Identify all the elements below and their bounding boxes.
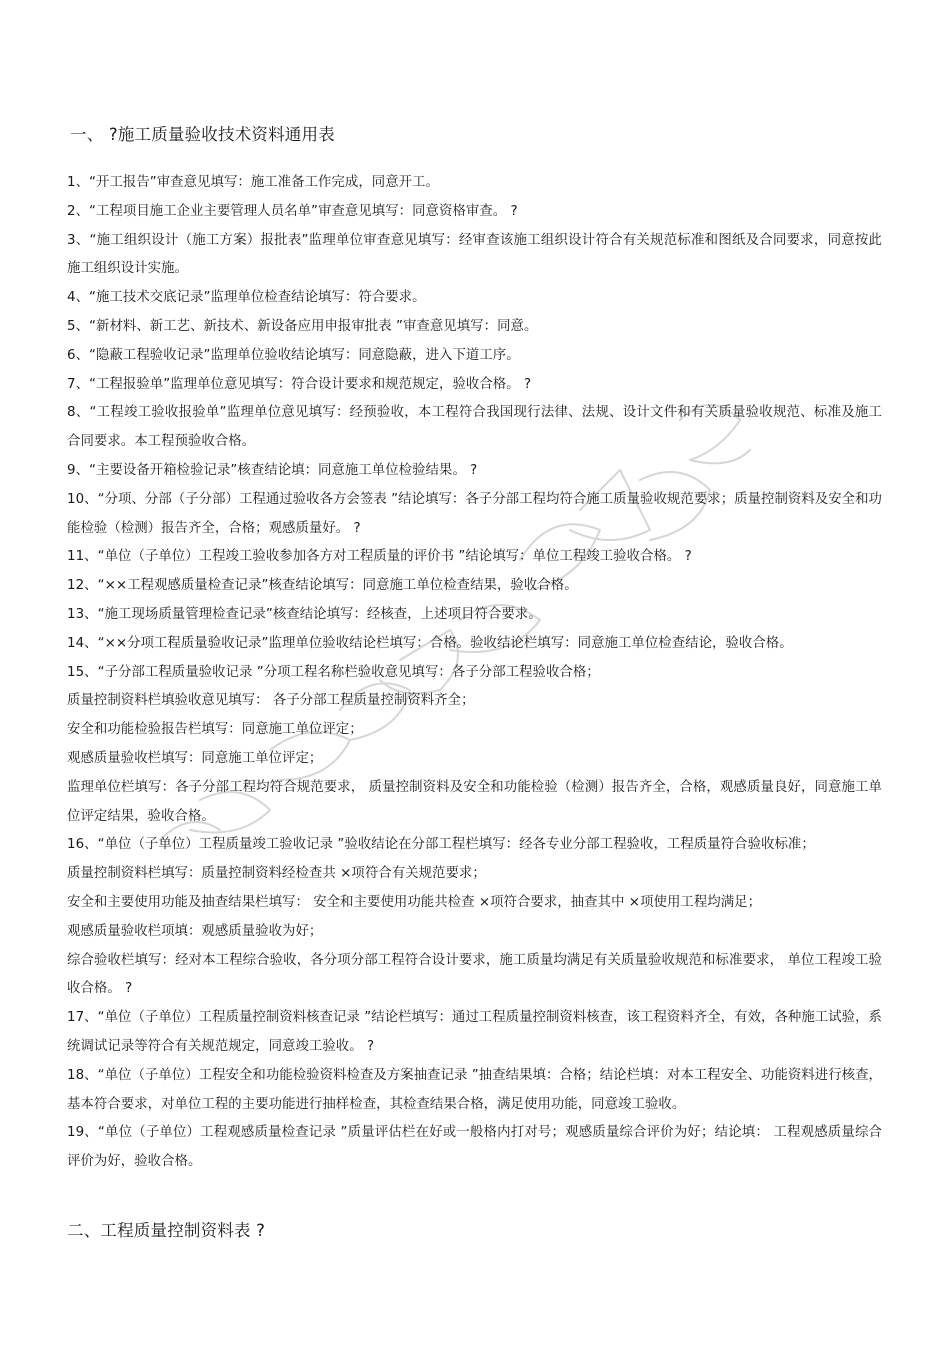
paragraph: 2、“工程项目施工企业主要管理人员名单”审查意见填写：同意资格审查。 ? (67, 203, 518, 219)
paragraph: 质量控制资料栏填写：质量控制资料经检查共 ×项符合有关规范要求； (67, 866, 486, 882)
paragraph: 10、“分项、分部（子分部）工程通过验收各方会签表 ”结论填写：各子分部工程均符合施工质量验收规范要求；质量控制资料及安全和功能检验（检测）报告齐全，合格；观感质量好。 ? (67, 491, 882, 536)
paragraph: 质量控制资料栏填验收意见填写： 各子分部工程质量控制资料齐全； (67, 693, 475, 709)
section-heading-1: 一、 ?施工质量验收技术资料通用表 (70, 125, 335, 144)
section-heading-2: 二、工程质量控制资料表 ? (67, 1221, 266, 1240)
paragraph: 13、“施工现场质量管理检查记录”核查结论填写：经核查，上述项目符合要求。 (67, 606, 542, 622)
paragraph: 4、“施工技术交底记录”监理单位检查结论填写：符合要求。 (67, 290, 426, 306)
paragraph: 监理单位栏填写：各子分部工程均符合规范要求， 质量控制资料及安全和功能检验（检测）报告齐全，合格，观感质量良好，同意施工单位评定结果，验收合格。 (67, 779, 882, 824)
paragraph: 9、“主要设备开箱检验记录”核查结论填：同意施工单位检验结果。 ? (67, 462, 478, 478)
paragraph: 17、“单位（子单位）工程质量控制资料核查记录 ”结论栏填写：通过工程质量控制资料核查，该工程资料齐全，有效，各种施工试验，系统调试记录等符合有关规范规定，同意竣工验收。 ? (67, 1010, 882, 1054)
document-body (67, 169, 882, 1177)
paragraph: 7、“工程报验单”监理单位意见填写：符合设计要求和规范规定，验收合格。 ? (67, 376, 532, 392)
paragraph: 观感质量验收栏填写：同意施工单位评定； (67, 750, 323, 766)
paragraph: 安全和主要使用功能及抽查结果栏填写： 安全和主要使用功能共检查 ×项符合要求，抽查其中 ×项使用工程均满足； (67, 894, 762, 910)
paragraph: 6、“隐蔽工程验收记录”监理单位验收结论填写：同意隐蔽，进入下道工序。 (67, 347, 520, 363)
paragraph: 16、“单位（子单位）工程质量竣工验收记录 ”验收结论在分部工程栏填写：经各专业分部工程验收，工程质量符合验收标准； (67, 837, 815, 853)
paragraph: 综合验收栏填写：经对本工程综合验收，各分项分部工程符合设计要求，施工质量均满足有关质量验收规范和标准要求， 单位工程竣工验收合格。 ? (67, 952, 882, 997)
paragraph: 19、“单位（子单位）工程观感质量检查记录 ”质量评估栏在好或一般格内打对号；观感质量综合评价为好；结论填： 工程观感质量综合评价为好，验收合格。 (67, 1125, 882, 1170)
paragraph: 安全和功能检验报告栏填写：同意施工单位评定； (67, 722, 363, 738)
paragraph: 11、“单位（子单位）工程竣工验收参加各方对工程质量的评价书 ”结论填写：单位工程竣工验收合格。 ? (67, 549, 692, 565)
paragraph: 12、“××工程观感质量检查记录”核查结论填写：同意施工单位检查结果，验收合格。 (67, 578, 578, 594)
paragraph: 8、“工程竣工验收报验单”监理单位意见填写：经预验收，本工程符合我国现行法律、法规、设计文件和有关质量验收规范、标准及施工合同要求。本工程预验收合格。 (67, 405, 882, 450)
paragraph: 14、“××分项工程质量验收记录”监理单位验收结论栏填写：合格。验收结论栏填写：同意施工单位检查结论，验收合格。 (67, 635, 793, 651)
paragraph: 15、“子分部工程质量验收记录 ”分项工程名称栏验收意见填写：各子分部工程验收合格； (67, 664, 600, 680)
paragraph: 1、“开工报告”审查意见填写：施工准备工作完成，同意开工。 (67, 175, 439, 190)
paragraph: 5、“新材料、新工艺、新技术、新设备应用申报审批表 ”审查意见填写：同意。 (67, 318, 538, 334)
paragraph: 18、“单位（子单位）工程安全和功能检验资料检查及方案抽查记录 ”抽查结果填：合格；结论栏填：对本工程安全、功能资料进行核查，基本符合要求，对单位工程的主要功能进行抽样检查，其检查结果合格，满足使用功能，同意竣工验收。 (67, 1067, 882, 1112)
paragraph: 3、“施工组织设计（施工方案）报批表”监理单位审查意见填写：经审查该施工组织设计符合有关规范标准和图纸及合同要求，同意按此施工组织设计实施。 (67, 232, 882, 277)
paragraph: 观感质量验收栏项填：观感质量验收为好； (67, 923, 323, 939)
